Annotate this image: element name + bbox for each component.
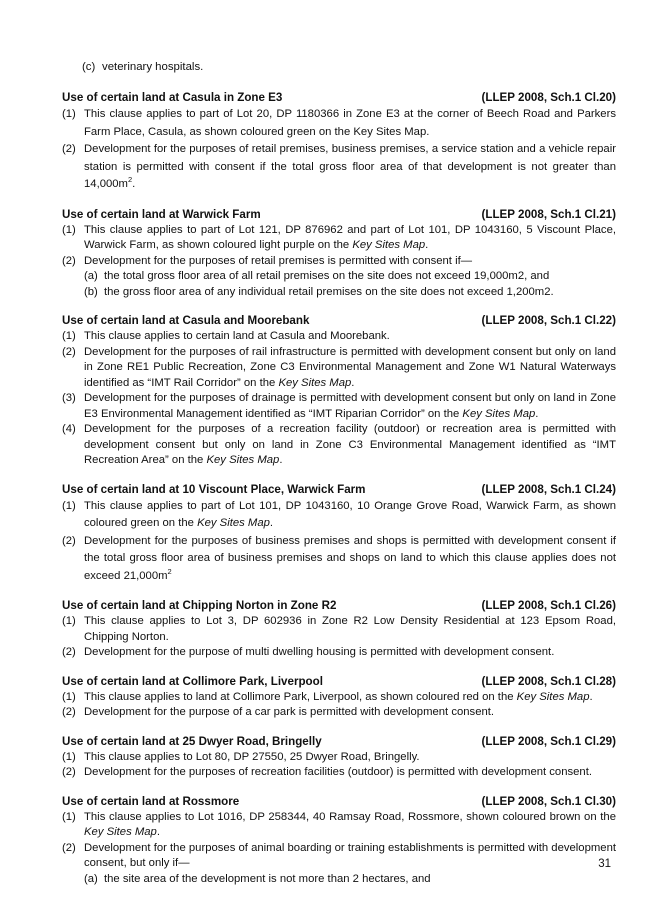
intro-item bbox=[82, 60, 616, 75]
clause-heading bbox=[62, 207, 616, 223]
map-reference: Key Sites Map bbox=[516, 690, 590, 703]
item-text-body: This clause applies to part of Lot 121, DP 876962 and part of Lot 101, DP 1043160, 5 Viscount Place, Warwick Farm, as shown coloured light purple on the bbox=[84, 223, 616, 251]
item-text bbox=[84, 141, 616, 194]
item-text: Development for the purposes of animal boarding or training establishments is permitted with development consent, but only if— bbox=[84, 841, 616, 869]
sub-item-number: (a) bbox=[84, 872, 98, 885]
item-text: This clause applies to Lot 3, DP 602936 in Zone R2 Low Density Residential at 123 Epsom Road, Chipping Norton. bbox=[84, 615, 616, 643]
clause-item bbox=[62, 422, 616, 469]
clause-item bbox=[62, 614, 616, 645]
map-reference: Key Sites Map bbox=[462, 407, 536, 420]
clause-reference: (LLEP 2008, Sch.1 Cl.22) bbox=[481, 314, 616, 327]
item-number: (1) bbox=[62, 499, 76, 512]
clause-title: Use of certain land at Collimore Park, Liverpool bbox=[62, 674, 323, 688]
map-reference: Key Sites Map bbox=[206, 454, 280, 466]
item-text-tail: . bbox=[351, 376, 355, 389]
clause-section bbox=[62, 674, 616, 721]
clause-section bbox=[62, 794, 616, 888]
clause-item bbox=[62, 106, 616, 141]
intro-text: veterinary hospitals. bbox=[102, 61, 204, 73]
clause-reference: (LLEP 2008, Sch.1 Cl.29) bbox=[481, 734, 616, 748]
clause-heading bbox=[62, 674, 616, 690]
item-number: (1) bbox=[62, 690, 76, 703]
item-text-tail: . bbox=[132, 178, 136, 190]
clause-item bbox=[62, 765, 616, 781]
clause-section bbox=[62, 207, 616, 301]
sub-item bbox=[62, 269, 616, 285]
sub-item-number: (a) bbox=[84, 270, 98, 282]
clause-item bbox=[62, 254, 616, 270]
clause-item bbox=[62, 141, 616, 194]
clause-section bbox=[62, 598, 616, 661]
clause-title: Use of certain land at 25 Dwyer Road, Bringelly bbox=[62, 734, 322, 748]
item-number: (2) bbox=[62, 706, 76, 718]
clause-heading bbox=[62, 734, 616, 750]
item-number: (2) bbox=[62, 345, 76, 358]
item-text-tail: . bbox=[535, 407, 539, 420]
clause-item bbox=[62, 223, 616, 254]
item-text-tail: . bbox=[279, 454, 283, 466]
clause-item bbox=[62, 841, 616, 872]
clause-reference: (LLEP 2008, Sch.1 Cl.30) bbox=[481, 794, 616, 808]
item-number: (2) bbox=[62, 766, 76, 778]
clause-reference: (LLEP 2008, Sch.1 Cl.21) bbox=[481, 207, 616, 221]
intro-label: (c) bbox=[82, 61, 96, 73]
item-text-body: This clause applies to part of Lot 20, DP 1180366 in Zone E3 at the corner of Beech Road and Parkers Farm Place, Casula, as shown coloured green on the Key Sites Map. bbox=[84, 108, 616, 138]
clause-item bbox=[62, 645, 616, 661]
clause-reference: (LLEP 2008, Sch.1 Cl.28) bbox=[481, 674, 616, 688]
item-text-tail: . bbox=[425, 239, 429, 251]
clause-item bbox=[62, 498, 616, 533]
item-text-body: Development for the purposes of retail premises, business premises, a service station and a vehicle repair station is permitted with consent if the total gross floor area of that development is not greater than 14,000m bbox=[84, 143, 616, 190]
item-text bbox=[84, 391, 616, 422]
item-number: (1) bbox=[62, 223, 76, 236]
item-number: (2) bbox=[62, 646, 76, 658]
clause-item bbox=[62, 345, 616, 392]
clause-heading bbox=[62, 598, 616, 614]
clause-title: Use of certain land at Chipping Norton in Zone R2 bbox=[62, 599, 337, 612]
clause-item bbox=[62, 533, 616, 586]
item-text bbox=[84, 810, 616, 841]
sub-item bbox=[62, 285, 616, 301]
clause-item bbox=[62, 705, 616, 721]
map-reference: Key Sites Map bbox=[352, 239, 426, 251]
clause-section bbox=[62, 734, 616, 781]
item-text-tail: . bbox=[589, 690, 593, 703]
map-reference: Key Sites Map bbox=[84, 826, 157, 838]
clause-title: Use of certain land at Casula in Zone E3 bbox=[62, 91, 283, 104]
item-number: (1) bbox=[62, 330, 76, 342]
map-reference: Key Sites Map bbox=[278, 376, 352, 389]
item-number: (2) bbox=[62, 841, 76, 854]
clause-reference: (LLEP 2008, Sch.1 Cl.26) bbox=[481, 599, 616, 612]
superscript: 2 bbox=[127, 175, 133, 185]
clause-section bbox=[62, 482, 616, 586]
item-number: (1) bbox=[62, 615, 76, 627]
clause-heading bbox=[62, 794, 616, 810]
clause-item bbox=[62, 329, 616, 345]
sub-item-text: the gross floor area of any individual retail premises on the site does not exceed 1,200m2. bbox=[104, 285, 554, 298]
clause-title: Use of certain land at Casula and Moorebank bbox=[62, 314, 310, 327]
item-text-body: Development for the purposes of drainage is permitted with development consent but only on land in Zone E3 Environmental Management identified as “IMT Riparian Corridor” on the bbox=[84, 392, 616, 420]
clause-heading bbox=[62, 90, 616, 106]
clause-title: Use of certain land at 10 Viscount Place, Warwick Farm bbox=[62, 482, 366, 496]
item-number: (1) bbox=[62, 750, 76, 763]
item-text-body: Development for the purposes of rail infrastructure is permitted with development consent but only on land in Zone RE1 Public Recreation, Zone C3 Environmental Management and Zone W1 Natural Waterways identified as “IMT Rail Corridor” on the bbox=[84, 345, 616, 389]
item-text: Development for the purpose of a car park is permitted with development consent. bbox=[84, 706, 495, 718]
item-text-body: This clause applies to land at Collimore Park, Liverpool, as shown coloured red on the bbox=[84, 690, 517, 703]
item-text bbox=[84, 533, 616, 586]
clause-heading bbox=[62, 482, 616, 498]
item-number: (3) bbox=[62, 392, 76, 404]
clause-item bbox=[62, 810, 616, 841]
item-text: Development for the purposes of recreation facilities (outdoor) is permitted with development consent. bbox=[84, 766, 592, 778]
item-text bbox=[84, 498, 616, 533]
clause-item bbox=[62, 391, 616, 422]
item-text-body: Development for the purposes of business premises and shops is permitted with development consent if the total gross floor area of business premises and shops on land to which this clause applies does not exceed 21,000m bbox=[84, 534, 616, 582]
clause-item bbox=[62, 750, 616, 766]
item-text bbox=[84, 223, 616, 254]
item-text: This clause applies to Lot 80, DP 27550, 25 Dwyer Road, Bringelly. bbox=[84, 750, 420, 763]
item-text bbox=[84, 690, 616, 706]
clause-item bbox=[62, 690, 616, 706]
item-text bbox=[84, 422, 616, 469]
item-text-body: This clause applies to Lot 1016, DP 258344, 40 Ramsay Road, Rossmore, shown coloured brown on the bbox=[84, 810, 616, 823]
clause-reference: (LLEP 2008, Sch.1 Cl.24) bbox=[481, 482, 616, 496]
item-text-body: This clause applies to part of Lot 101, DP 1043160, 10 Orange Grove Road, Warwick Farm, as shown coloured green on the bbox=[84, 499, 616, 529]
page-number: 31 bbox=[598, 858, 611, 870]
sub-item-text: the total gross floor area of all retail premises on the site does not exceed 19,000m2, and bbox=[104, 270, 550, 282]
superscript: 2 bbox=[167, 566, 172, 576]
item-text bbox=[84, 106, 616, 141]
item-number: (2) bbox=[62, 254, 76, 267]
clause-reference: (LLEP 2008, Sch.1 Cl.20) bbox=[481, 91, 616, 104]
clause-section bbox=[62, 313, 616, 469]
clause-title: Use of certain land at Warwick Farm bbox=[62, 207, 261, 221]
item-number: (2) bbox=[62, 143, 76, 155]
clause-heading bbox=[62, 313, 616, 329]
sub-item-number: (b) bbox=[84, 285, 98, 298]
sub-item-text: the site area of the development is not more than 2 hectares, and bbox=[104, 872, 431, 885]
clause-title: Use of certain land at Rossmore bbox=[62, 794, 240, 808]
item-text: Development for the purpose of multi dwelling housing is permitted with development consent. bbox=[84, 646, 555, 658]
sub-item bbox=[62, 872, 616, 888]
map-reference: Key Sites Map bbox=[197, 517, 270, 529]
clause-section bbox=[62, 90, 616, 194]
item-text bbox=[84, 345, 616, 392]
item-text-tail: . bbox=[269, 517, 274, 529]
item-text: This clause applies to certain land at Casula and Moorebank. bbox=[84, 330, 390, 342]
item-number: (1) bbox=[62, 810, 76, 823]
item-text-tail: . bbox=[156, 826, 160, 838]
item-number: (4) bbox=[62, 423, 76, 435]
item-text-body: Development for the purposes of a recreation facility (outdoor) or recreation area is permitted with development consent but only on land in Zone C3 Environmental Management identified as “IMT Recreation Area” on the bbox=[84, 423, 616, 466]
item-text: Development for the purposes of retail premises is permitted with consent if— bbox=[84, 254, 473, 267]
item-number: (1) bbox=[62, 108, 76, 120]
item-number: (2) bbox=[62, 534, 76, 547]
